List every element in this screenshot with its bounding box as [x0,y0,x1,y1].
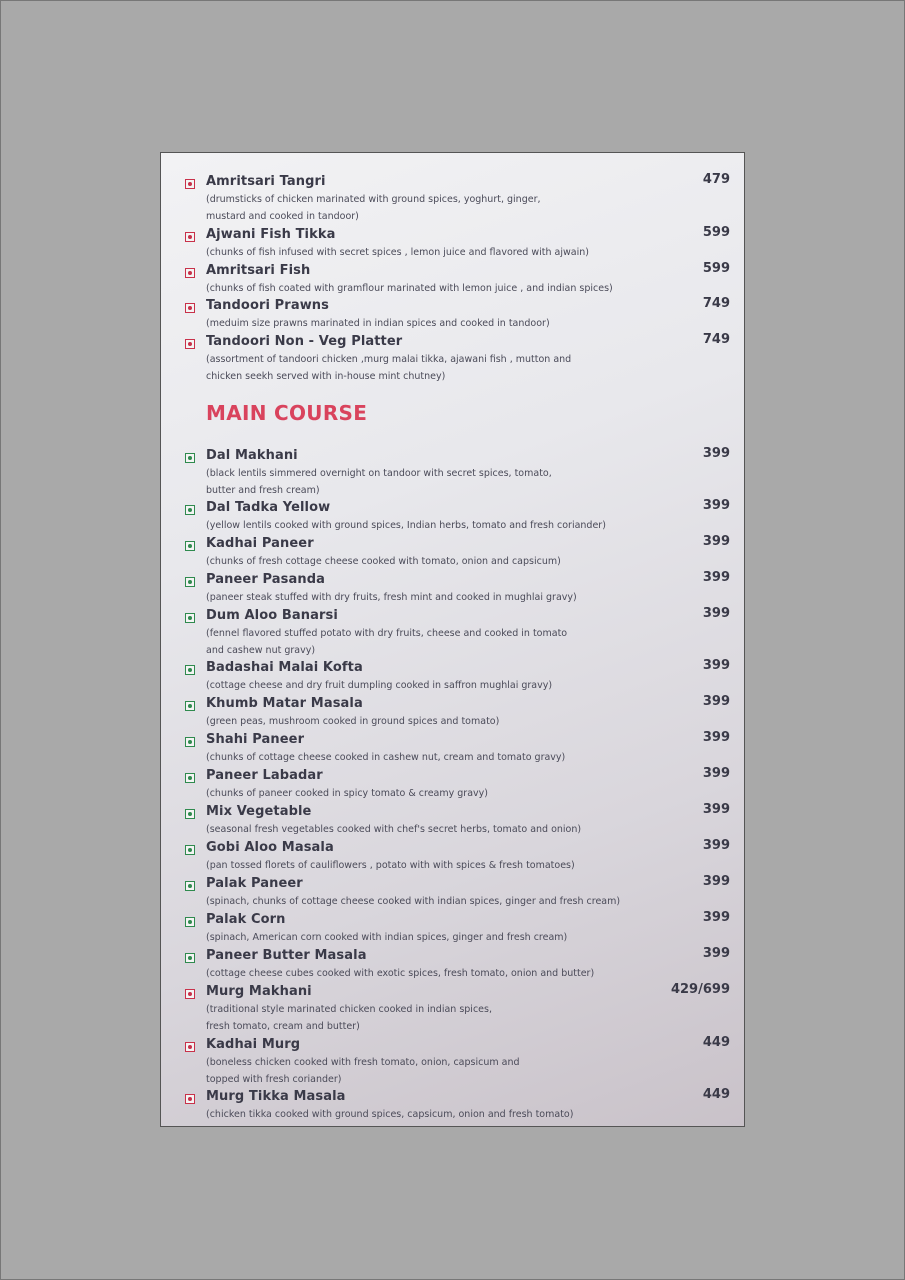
item-description: (yellow lentils cooked with ground spices, Indian herbs, tomato and fresh coriander) [206,520,606,531]
item-description: (seasonal fresh vegetables cooked with chef's secret herbs, tomato and onion) [206,824,582,835]
item-price: 399 [702,946,730,961]
item-name: Dal Makhani [206,448,298,463]
item-description: (cottage cheese and dry fruit dumpling cooked in saffron mughlai gravy) [206,680,553,691]
non-veg-symbol-icon [185,339,195,349]
item-name: Amritsari Fish [206,263,311,278]
veg-symbol-icon [185,613,195,623]
item-description: (chunks of fresh cottage cheese cooked with tomato, onion and capsicum) [206,556,561,567]
item-name: Gobi Aloo Masala [206,840,334,855]
item-price: 449 [702,1087,730,1102]
item-name: Badashai Malai Kofta [206,660,363,675]
item-name: Dal Tadka Yellow [206,500,331,515]
item-price: 479 [702,172,730,187]
item-name: Murg Tikka Masala [206,1089,346,1104]
item-name: Kadhai Murg [206,1037,301,1052]
item-name: Dum Aloo Banarsi [206,608,338,623]
item-name: Tandoori Non - Veg Platter [206,334,403,349]
item-price: 399 [702,606,730,621]
item-description: (chunks of fish coated with gramflour marinated with lemon juice , and indian spices) [206,283,613,294]
veg-symbol-icon [185,541,195,551]
item-description: (fennel flavored stuffed potato with dry fruits, cheese and cooked in tomato and cashew nut gravy) [206,628,568,656]
item-description: (black lentils simmered overnight on tandoor with secret spices, tomato, butter and fresh cream) [206,468,552,496]
veg-symbol-icon [185,665,195,675]
item-description: (green peas, mushroom cooked in ground spices and tomato) [206,716,500,727]
item-description: (spinach, chunks of cottage cheese cooked with indian spices, ginger and fresh cream) [206,896,621,907]
veg-symbol-icon [185,845,195,855]
non-veg-symbol-icon [185,989,195,999]
non-veg-symbol-icon [185,303,195,313]
non-veg-symbol-icon [185,268,195,278]
item-description: (chunks of paneer cooked in spicy tomato & creamy gravy) [206,788,488,799]
non-veg-symbol-icon [185,179,195,189]
item-price: 399 [702,570,730,585]
item-name: Kadhai Paneer [206,536,314,551]
non-veg-symbol-icon [185,1094,195,1104]
item-name: Paneer Butter Masala [206,948,367,963]
veg-symbol-icon [185,809,195,819]
veg-symbol-icon [185,505,195,515]
item-price: 399 [702,534,730,549]
veg-symbol-icon [185,881,195,891]
section-title-main-course: MAIN COURSE [206,401,368,425]
item-price: 449 [702,1035,730,1050]
item-description: (traditional style marinated chicken cooked in indian spices, fresh tomato, cream and butter) [206,1004,492,1032]
item-price: 749 [702,332,730,347]
item-name: Palak Corn [206,912,286,927]
item-name: Murg Makhani [206,984,312,999]
item-price: 749 [702,296,730,311]
item-name: Mix Vegetable [206,804,312,819]
item-price: 399 [702,874,730,889]
veg-symbol-icon [185,577,195,587]
item-description: (drumsticks of chicken marinated with ground spices, yoghurt, ginger, mustard and cooked in tandoor) [206,194,541,222]
item-name: Paneer Labadar [206,768,323,783]
item-name: Khumb Matar Masala [206,696,363,711]
item-description: (chunks of fish infused with secret spices , lemon juice and flavored with ajwain) [206,247,589,258]
item-description: (spinach, American corn cooked with indian spices, ginger and fresh cream) [206,932,568,943]
item-name: Amritsari Tangri [206,174,326,189]
item-name: Shahi Paneer [206,732,305,747]
item-description: (boneless chicken cooked with fresh tomato, onion, capsicum and topped with fresh coriander) [206,1057,520,1085]
item-price: 599 [702,261,730,276]
item-price: 399 [702,498,730,513]
menu-card [160,152,745,1127]
non-veg-symbol-icon [185,232,195,242]
item-description: (chicken tikka cooked with ground spices, capsicum, onion and fresh tomato) [206,1109,574,1120]
item-price: 399 [702,446,730,461]
veg-symbol-icon [185,737,195,747]
veg-symbol-icon [185,773,195,783]
item-name: Ajwani Fish Tikka [206,227,336,242]
item-price: 429/699 [670,982,730,997]
item-name: Palak Paneer [206,876,303,891]
veg-symbol-icon [185,917,195,927]
item-price: 399 [702,838,730,853]
item-price: 399 [702,766,730,781]
item-name: Tandoori Prawns [206,298,329,313]
item-description: (pan tossed florets of cauliflowers , potato with with spices & fresh tomatoes) [206,860,575,871]
item-description: (paneer steak stuffed with dry fruits, fresh mint and cooked in mughlai gravy) [206,592,577,603]
item-description: (meduim size prawns marinated in indian spices and cooked in tandoor) [206,318,550,329]
item-price: 399 [702,802,730,817]
item-description: (chunks of cottage cheese cooked in cashew nut, cream and tomato gravy) [206,752,566,763]
item-description: (cottage cheese cubes cooked with exotic spices, fresh tomato, onion and butter) [206,968,595,979]
item-price: 399 [702,910,730,925]
item-price: 399 [702,730,730,745]
item-price: 399 [702,694,730,709]
item-description: (assortment of tandoori chicken ,murg malai tikka, ajawani fish , mutton and chicken seekh served with in-house mint chutney) [206,354,572,382]
veg-symbol-icon [185,701,195,711]
item-price: 399 [702,658,730,673]
veg-symbol-icon [185,953,195,963]
item-price: 599 [702,225,730,240]
item-name: Paneer Pasanda [206,572,325,587]
veg-symbol-icon [185,453,195,463]
non-veg-symbol-icon [185,1042,195,1052]
